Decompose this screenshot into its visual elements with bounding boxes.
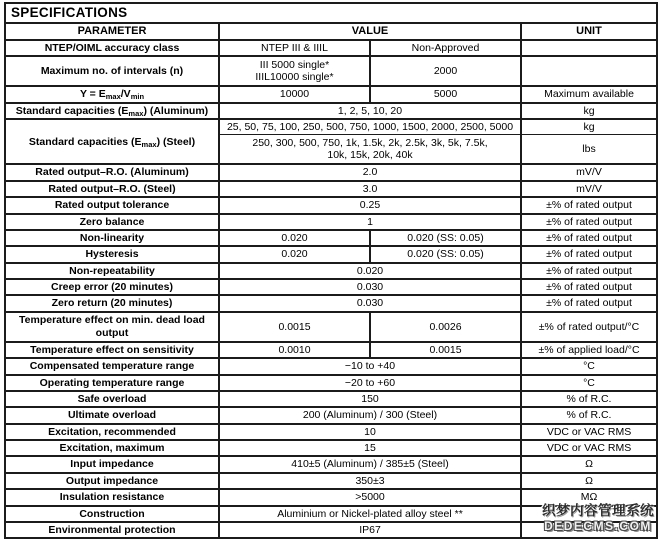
value-cell: 3.0 xyxy=(219,181,521,197)
value-cell: 0.020 xyxy=(219,246,370,262)
col-header-unit: UNIT xyxy=(521,23,657,40)
row-rated-output-tolerance xyxy=(5,197,657,213)
row-rated-output-steel xyxy=(5,181,657,197)
unit-cell: ±% of rated output xyxy=(521,197,657,213)
unit-cell: Maximum available xyxy=(521,86,657,102)
value-cell: 1, 2, 5, 10, 20 xyxy=(219,103,521,119)
param-cell: Temperature effect on sensitivity xyxy=(5,342,219,358)
unit-cell: kg xyxy=(521,119,657,135)
value-cell: 5000 xyxy=(370,86,521,102)
value-cell: 25, 50, 75, 100, 250, 500, 750, 1000, 1500, 2000, 2500, 5000 xyxy=(219,119,521,135)
unit-cell xyxy=(521,56,657,86)
param-cell: Zero balance xyxy=(5,214,219,230)
row-environmental-protection xyxy=(5,522,657,538)
value-cell: −10 to +40 xyxy=(219,358,521,374)
spec-table xyxy=(4,2,658,539)
row-output-impedance xyxy=(5,473,657,489)
row-insulation-resistance xyxy=(5,489,657,505)
value-cell: 0.0015 xyxy=(370,342,521,358)
row-rated-output-aluminum xyxy=(5,164,657,180)
param-cell: Creep error (20 minutes) xyxy=(5,279,219,295)
row-safe-overload xyxy=(5,391,657,407)
row-excitation-recommended xyxy=(5,424,657,440)
value-cell: 250, 300, 500, 750, 1k, 1.5k, 2k, 2.5k, 3k, 5k, 7.5k, 10k, 15k, 20k, 40k xyxy=(219,135,521,165)
unit-cell: ±% of applied load/°C xyxy=(521,342,657,358)
value-cell: 200 (Aluminum) / 300 (Steel) xyxy=(219,407,521,423)
param-cell: Hysteresis xyxy=(5,246,219,262)
value-cell: 150 xyxy=(219,391,521,407)
unit-cell: ±% of rated output xyxy=(521,263,657,279)
param-cell: Insulation resistance xyxy=(5,489,219,505)
row-capacities-steel-kg xyxy=(5,119,657,135)
param-cell: NTEP/OIML accuracy class xyxy=(5,40,219,56)
value-cell: 10 xyxy=(219,424,521,440)
unit-cell: lbs xyxy=(521,135,657,165)
value-cell: 0.020 xyxy=(219,230,370,246)
col-header-parameter: PARAMETER xyxy=(5,23,219,40)
param-cell: Maximum no. of intervals (n) xyxy=(5,56,219,86)
param-cell: Output impedance xyxy=(5,473,219,489)
row-capacities-aluminum xyxy=(5,103,657,119)
param-cell: Environmental protection xyxy=(5,522,219,538)
unit-cell: ±% of rated output/°C xyxy=(521,312,657,342)
param-cell: Safe overload xyxy=(5,391,219,407)
row-temp-effect-dead-load xyxy=(5,312,657,342)
unit-cell: ±% of rated output xyxy=(521,230,657,246)
row-input-impedance xyxy=(5,456,657,472)
row-y-ratio xyxy=(5,86,657,102)
param-cell: $Y = E_{max}/V_{min}$ xyxy=(5,86,219,102)
param-cell: Non-linearity xyxy=(5,230,219,246)
unit-cell: mV/V xyxy=(521,164,657,180)
row-hysteresis xyxy=(5,246,657,262)
row-excitation-maximum xyxy=(5,440,657,456)
param-cell: Compensated temperature range xyxy=(5,358,219,374)
row-construction xyxy=(5,506,657,522)
unit-cell: mV/V xyxy=(521,181,657,197)
param-cell: Input impedance xyxy=(5,456,219,472)
value-cell: 0.0026 xyxy=(370,312,521,342)
row-zero-return xyxy=(5,295,657,311)
param-cell: Rated output tolerance xyxy=(5,197,219,213)
value-cell: Aluminium or Nickel-plated alloy steel ** xyxy=(219,506,521,522)
row-ultimate-overload xyxy=(5,407,657,423)
param-cell: Rated output–R.O. (Aluminum) xyxy=(5,164,219,180)
unit-cell: VDC or VAC RMS xyxy=(521,440,657,456)
unit-cell: Ω xyxy=(521,456,657,472)
value-cell: III 5000 single* IIIL10000 single* xyxy=(219,56,370,86)
unit-cell: ±% of rated output xyxy=(521,214,657,230)
param-cell: Operating temperature range xyxy=(5,375,219,391)
value-cell: 0.25 xyxy=(219,197,521,213)
row-max-intervals xyxy=(5,56,657,86)
param-cell: Construction xyxy=(5,506,219,522)
row-non-repeatability xyxy=(5,263,657,279)
row-temp-effect-sensitivity xyxy=(5,342,657,358)
param-cell: Standard capacities $(E_{max})$ (Aluminum) xyxy=(5,103,219,119)
unit-cell xyxy=(521,40,657,56)
value-cell: 1 xyxy=(219,214,521,230)
value-cell: 10000 xyxy=(219,86,370,102)
value-cell: 2000 xyxy=(370,56,521,86)
row-non-linearity xyxy=(5,230,657,246)
unit-cell: ±% of rated output xyxy=(521,279,657,295)
value-cell: 410±5 (Aluminum) / 385±5 (Steel) xyxy=(219,456,521,472)
value-cell: NTEP III & IIIL xyxy=(219,40,370,56)
value-cell: 0.030 xyxy=(219,279,521,295)
value-cell: 350±3 xyxy=(219,473,521,489)
value-cell: IP67 xyxy=(219,522,521,538)
param-cell: Temperature effect on min. dead load output xyxy=(5,312,219,342)
unit-cell: VDC or VAC RMS xyxy=(521,424,657,440)
value-cell: >5000 xyxy=(219,489,521,505)
param-cell: Zero return (20 minutes) xyxy=(5,295,219,311)
value-cell: 15 xyxy=(219,440,521,456)
unit-cell: Ω xyxy=(521,473,657,489)
param-cell: Rated output–R.O. (Steel) xyxy=(5,181,219,197)
watermark-dedecms-text: DEDECMS.COM xyxy=(544,519,652,533)
value-cell: Non-Approved xyxy=(370,40,521,56)
unit-cell: °C xyxy=(521,358,657,374)
unit-cell: % of R.C. xyxy=(521,391,657,407)
value-cell: 0.020 xyxy=(219,263,521,279)
row-creep-error xyxy=(5,279,657,295)
row-zero-balance xyxy=(5,214,657,230)
row-accuracy-class xyxy=(5,40,657,56)
param-cell: Non-repeatability xyxy=(5,263,219,279)
unit-cell: kg xyxy=(521,103,657,119)
param-cell: Standard capacities $(E_{max})$ (Steel) xyxy=(5,119,219,164)
unit-cell: ±% of rated output xyxy=(521,295,657,311)
watermark-chinese-text: 织梦内容管理系统 xyxy=(542,503,654,518)
value-cell: 0.0010 xyxy=(219,342,370,358)
unit-cell: °C xyxy=(521,375,657,391)
unit-cell xyxy=(521,522,657,538)
value-cell: 2.0 xyxy=(219,164,521,180)
param-cell: Ultimate overload xyxy=(5,407,219,423)
row-compensated-temp-range xyxy=(5,358,657,374)
unit-cell: MΩ xyxy=(521,489,657,505)
param-cell: Excitation, recommended xyxy=(5,424,219,440)
value-cell: 0.0015 xyxy=(219,312,370,342)
unit-cell: % of R.C. xyxy=(521,407,657,423)
unit-cell: ±% of rated output xyxy=(521,246,657,262)
value-cell: 0.030 xyxy=(219,295,521,311)
unit-cell xyxy=(521,506,657,522)
table-title: SPECIFICATIONS xyxy=(5,3,657,23)
param-cell: Excitation, maximum xyxy=(5,440,219,456)
row-operating-temp-range xyxy=(5,375,657,391)
value-cell: −20 to +60 xyxy=(219,375,521,391)
value-cell: 0.020 (SS: 0.05) xyxy=(370,246,521,262)
value-cell: 0.020 (SS: 0.05) xyxy=(370,230,521,246)
col-header-value: VALUE xyxy=(219,23,521,40)
